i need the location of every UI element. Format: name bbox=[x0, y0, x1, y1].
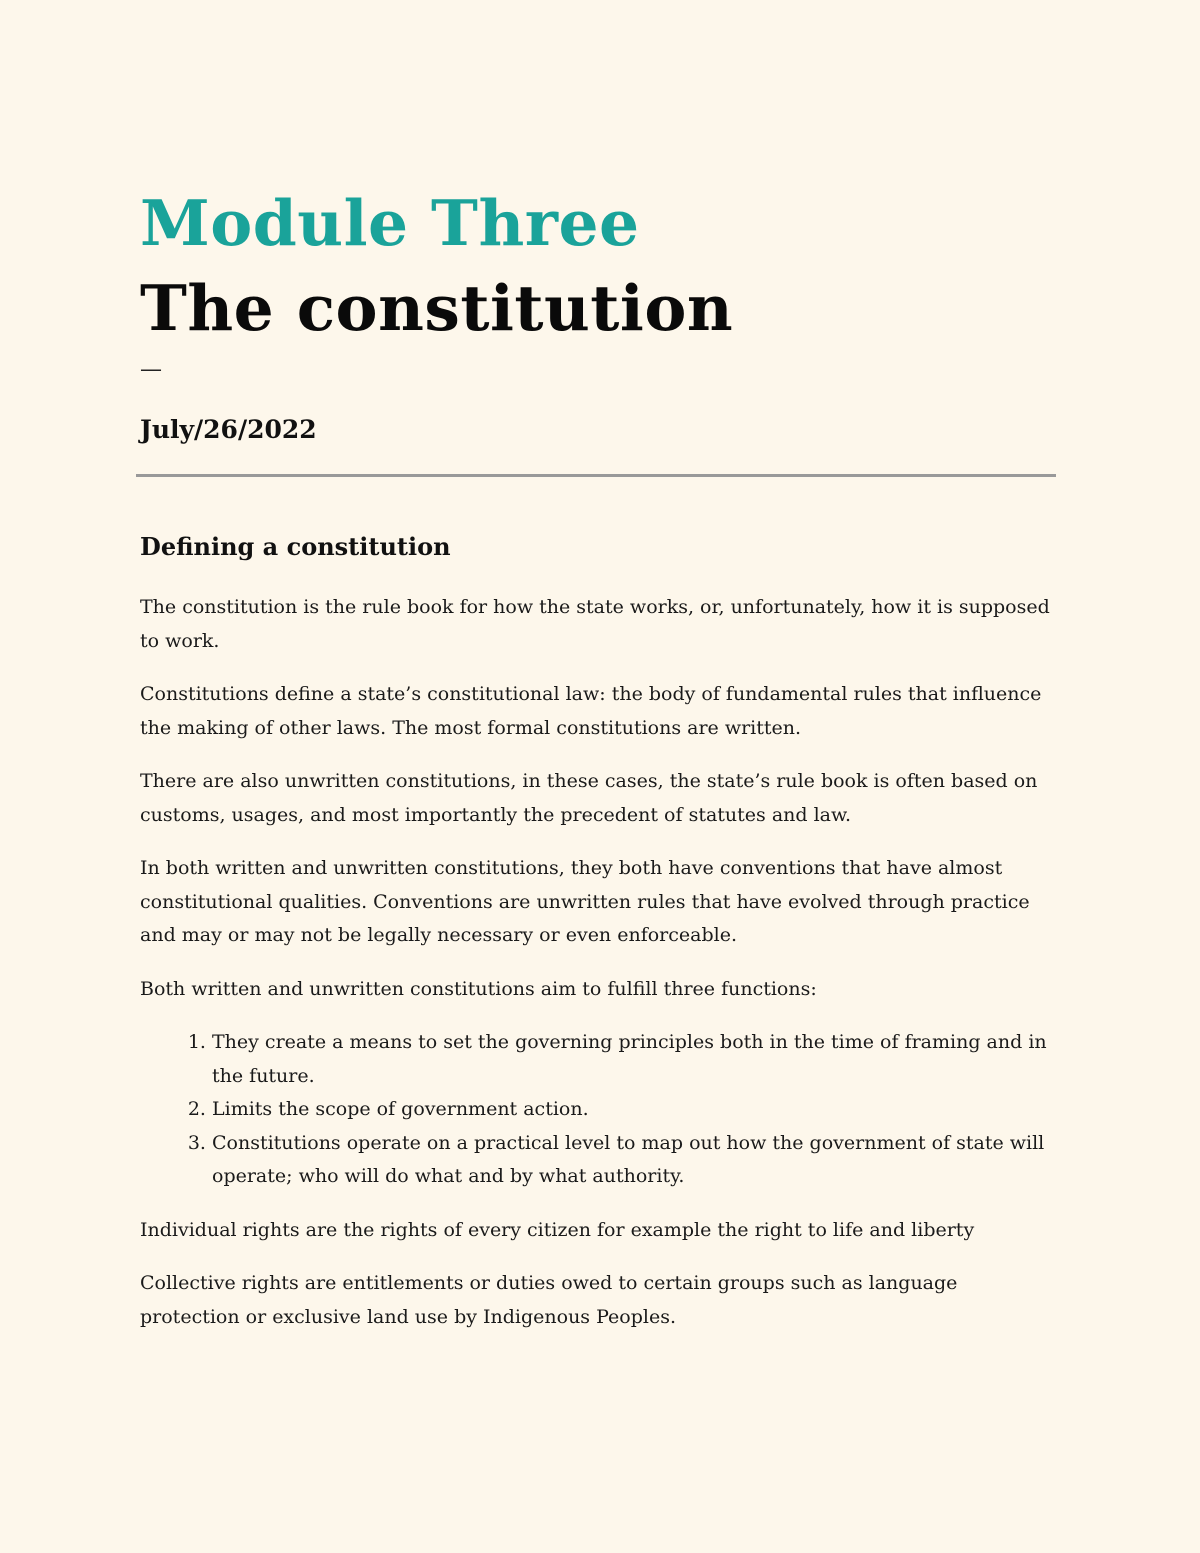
list-item: 1. They create a means to set the governing principles both in the time of framing and in the future. bbox=[212, 1026, 1056, 1093]
paragraph-constitutional-law: Constitutions define a state’s constitutional law: the body of fundamental rules that influence the making of other laws. The most formal constitutions are written. bbox=[140, 683, 1042, 739]
section-heading: Defining a constitution bbox=[140, 532, 451, 561]
paragraph-collective-rights: Collective rights are entitlements or duties owed to certain groups such as language protection or exclusive land use by Indigenous Peoples. bbox=[140, 1272, 958, 1328]
module-title: Module Three bbox=[140, 186, 640, 260]
paragraph-conventions: In both written and unwritten constitutions, they both have conventions that have almost constitutional qualities. Conventions are unwritten rules that have evolved through practice and may or may not be legally necessary or even enforceable. bbox=[140, 857, 1030, 946]
section-body bbox=[140, 591, 1056, 1354]
paragraph-definition: The constitution is the rule book for how the state works, or, unfortunately, how it is supposed to work. bbox=[140, 596, 1050, 652]
horizontal-divider bbox=[136, 474, 1056, 477]
paragraph-unwritten: There are also unwritten constitutions, in these cases, the state’s rule book is often based on customs, usages, and most importantly the precedent of statutes and law. bbox=[140, 770, 1038, 826]
title-separator: — bbox=[140, 357, 162, 382]
list-item: 2. Limits the scope of government action. bbox=[212, 1093, 1056, 1127]
list-item: 3. Constitutions operate on a practical level to map out how the government of state will operate; who will do what and by what authority. bbox=[212, 1127, 1056, 1194]
page-title: The constitution bbox=[140, 271, 734, 345]
paragraph-functions-intro: Both written and unwritten constitutions aim to fulfill three functions: bbox=[140, 977, 817, 1000]
document-date: July/26/2022 bbox=[140, 415, 317, 444]
functions-list bbox=[140, 1026, 1056, 1194]
paragraph-individual-rights: Individual rights are the rights of every citizen for example the right to life and liberty bbox=[140, 1218, 975, 1241]
